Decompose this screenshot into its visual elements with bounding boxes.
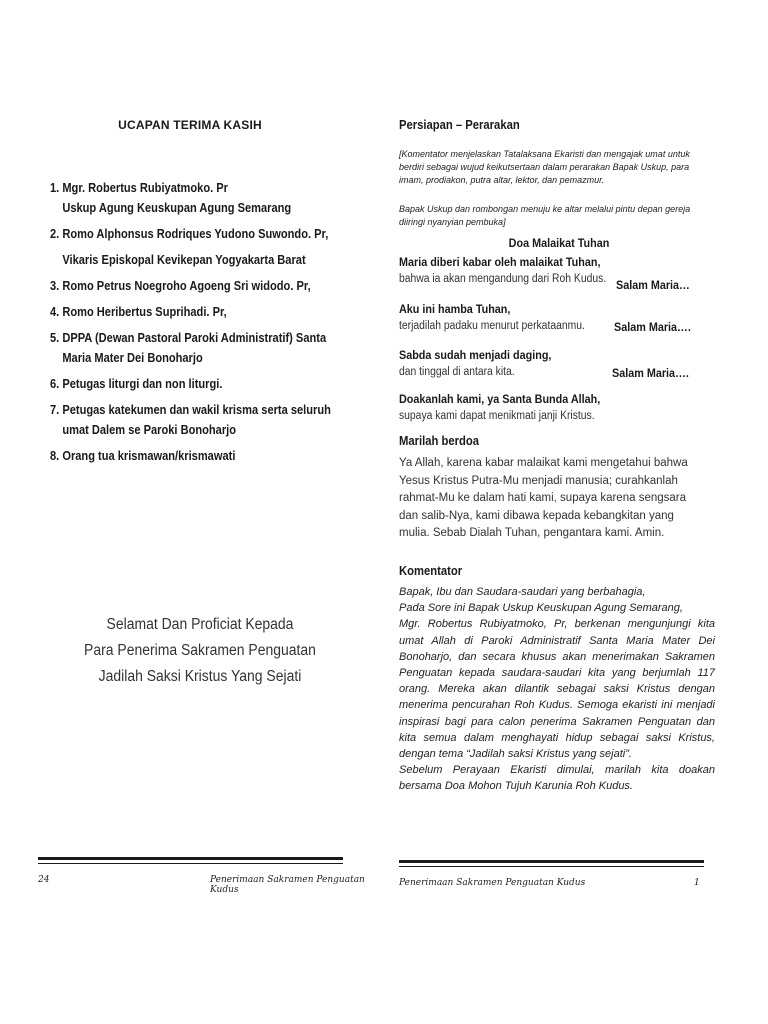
section-title: Persiapan – Perarakan <box>399 118 520 132</box>
thanks-item <box>50 400 349 440</box>
thanks-item-line1: 1. Mgr. Robertus Rubiyatmoko. Pr <box>50 181 228 195</box>
thanks-item-line1: 2. Romo Alphonsus Rodriques Yudono Suwondo. Pr, <box>50 227 329 241</box>
running-title: Penerimaan Sakramen Penguatan Kudus <box>399 878 586 888</box>
verse-plain: bahwa ia akan mengandung dari Roh Kudus. <box>399 273 607 285</box>
closing-line: Selamat Dan Proficiat Kepada <box>106 616 294 633</box>
verse-response: Salam Maria… <box>616 278 690 292</box>
doa-title: Doa Malaikat Tuhan <box>508 236 610 250</box>
thanks-item-line2: umat Dalem se Paroki Bonoharjo <box>62 423 236 437</box>
verse <box>399 391 719 424</box>
thanks-item <box>50 276 349 296</box>
verse-plain: supaya kami dapat menikmati janji Kristus. <box>399 410 595 422</box>
page-number: 24 <box>38 875 50 885</box>
verse-response: Salam Maria…. <box>614 320 691 334</box>
footer-rule-thick <box>38 857 343 860</box>
thanks-item-line2: Maria Mater Dei Bonoharjo <box>62 351 203 365</box>
verse-bold: Maria diberi kabar oleh malaikat Tuhan, <box>399 255 601 269</box>
running-title: Penerimaan Sakramen Penguatan Kudus <box>210 875 365 895</box>
thanks-list <box>50 178 350 472</box>
komentator-line: Mgr. Robertus Rubiyatmoko, Pr, berkenan mengunjungi kita umat Allah di Paroki Administratif Santa Maria Mater Dei Bonoharjo, dan secara khusus akan menerimakan Sakramen Penguatan kepada saudara-saudari kita yang berjumlah 117 orang. Mereka akan dilantik sebagai saksi Kristus dengan menerima pencurahan Roh Kudus. Semoga ekaristi ini menjadi inspirasi bagi para calon penerima Sakramen Penguatan dan kita semua dalam menghayati hidup sebagai saksi Kristus, dengan tema “Jadilah saksi Kristus yang sejati”. <box>399 618 715 761</box>
closing-message <box>60 612 340 690</box>
thanks-title: UCAPAN TERIMA KASIH <box>118 118 262 132</box>
thanks-item-line1: 4. Romo Heribertus Suprihadi. Pr, <box>50 305 227 319</box>
verse-bold: Doakanlah kami, ya Santa Bunda Allah, <box>399 392 601 406</box>
footer-rule-thin <box>38 863 343 864</box>
thanks-item <box>50 328 349 368</box>
thanks-item <box>50 446 349 466</box>
komentator-line: Bapak, Ibu dan Saudara-saudari yang berbahagia, <box>399 586 646 598</box>
komentator-line: Sebelum Perayaan Ekaristi dimulai, marilah kita doakan bersama Doa Mohon Tujuh Karunia Roh Kudus. <box>399 764 715 793</box>
marilah-title: Marilah berdoa <box>399 434 480 448</box>
verse-plain: dan tinggal di antara kita. <box>399 366 515 378</box>
closing-line: Para Penerima Sakramen Penguatan <box>84 642 316 659</box>
komentator-line: Pada Sore ini Bapak Uskup Keuskupan Agung Semarang, <box>399 602 683 615</box>
thanks-item-line2: Vikaris Episkopal Kevikepan Yogyakarta Barat <box>62 253 306 267</box>
verse-response: Salam Maria…. <box>612 366 689 380</box>
thanks-item <box>50 374 349 394</box>
instruction-text-2: Bapak Uskup dan rombongan menuju ke altar melalui pintu depan gereja diiringi nyanyian pembuka] <box>399 204 691 227</box>
thanks-item-line2: Uskup Agung Keuskupan Agung Semarang <box>62 201 292 215</box>
thanks-item-line1: 8. Orang tua krismawan/krismawati <box>50 449 236 463</box>
thanks-item <box>50 302 349 322</box>
footer-rule-thin <box>399 866 704 867</box>
closing-line: Jadilah Saksi Kristus Yang Sejati <box>98 668 302 685</box>
thanks-item <box>50 178 349 218</box>
komentator-body <box>399 584 715 795</box>
thanks-item-line1: 3. Romo Petrus Noegroho Agoeng Sri widodo. Pr, <box>50 279 311 293</box>
thanks-item-line1: 5. DPPA (Dewan Pastoral Paroki Administratif) Santa <box>50 331 327 345</box>
thanks-item-line1: 6. Petugas liturgi dan non liturgi. <box>50 377 223 391</box>
instruction-text: [Komentator menjelaskan Tatalaksana Ekaristi dan mengajak umat untuk berdiri sebagai wujud keikutsertaan dalam perarakan Bapak Uskup, para imam, prodiakon, putra altar, lektor, dan pemazmur. <box>399 149 690 185</box>
verse-bold: Sabda sudah menjadi daging, <box>399 348 552 362</box>
thanks-item-line1: 7. Petugas katekumen dan wakil krisma serta seluruh <box>50 403 331 417</box>
verse-bold: Aku ini hamba Tuhan, <box>399 302 511 316</box>
footer-rule-thick <box>399 860 704 863</box>
page-number: 1 <box>694 878 700 888</box>
verse-plain: terjadilah padaku menurut perkataanmu. <box>399 320 585 332</box>
right-page <box>384 0 768 1024</box>
prayer-text: Ya Allah, karena kabar malaikat kami mengetahui bahwa Yesus Kristus Putra-Mu menjadi manusia; curahkanlah rahmat-Mu ke dalam hati kami, supaya karena sengsara dan salib-Nya, kami dibawa kepada kebangkitan yang mulia. Sebab Dialah Tuhan, pengantara kami. Amin. <box>399 457 688 539</box>
thanks-item <box>50 224 349 270</box>
komentator-title: Komentator <box>399 564 463 578</box>
